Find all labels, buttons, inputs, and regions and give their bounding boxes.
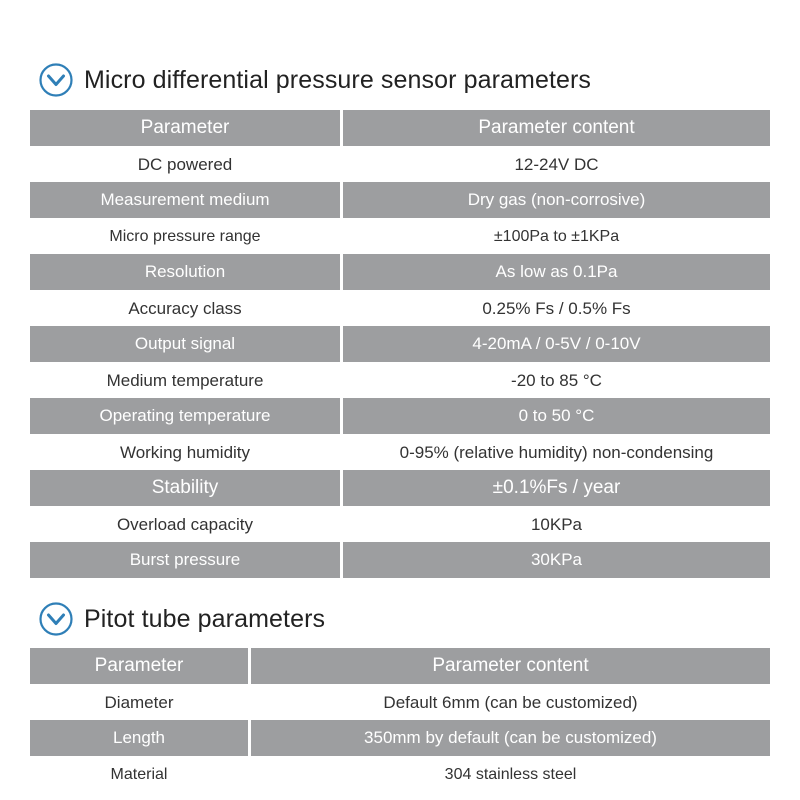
param-name: Operating temperature [30,398,340,434]
pitot-parameters-table [30,648,770,792]
param-name: Micro pressure range [30,219,340,254]
table-row [30,147,770,182]
param-value: ±0.1%Fs / year [343,470,770,506]
table-row [30,720,770,756]
table-row [30,254,770,290]
table-row [30,398,770,434]
param-name: Resolution [30,254,340,290]
param-value: ±100Pa to ±1KPa [343,219,770,254]
param-name: Working humidity [30,435,340,470]
section-title: Pitot tube parameters [84,604,326,633]
section-heading-pitot [38,601,325,637]
param-name: Medium temperature [30,363,340,398]
param-name: Material [30,757,248,792]
param-value: 30KPa [343,542,770,578]
table-row [30,542,770,578]
param-name: Measurement medium [30,182,340,218]
header-cell-parameter: Parameter [30,110,340,146]
header-cell-content: Parameter content [343,110,770,146]
param-value: 304 stainless steel [251,757,770,792]
param-value: 0 to 50 °C [343,398,770,434]
param-value: 12-24V DC [343,147,770,182]
param-name: Burst pressure [30,542,340,578]
table-header-row [30,110,770,146]
param-name: Stability [30,470,340,506]
chevron-down-circle-icon [38,62,74,98]
sensor-parameters-table [30,110,770,578]
header-cell-parameter: Parameter [30,648,248,684]
table-row [30,507,770,542]
section-heading-sensor [38,62,591,98]
table-row [30,685,770,720]
param-value: 350mm by default (can be customized) [251,720,770,756]
param-name: DC powered [30,147,340,182]
table-row [30,435,770,470]
param-value: 0-95% (relative humidity) non-condensing [343,435,770,470]
param-value: 0.25% Fs / 0.5% Fs [343,291,770,326]
table-row [30,470,770,506]
param-name: Overload capacity [30,507,340,542]
param-name: Accuracy class [30,291,340,326]
param-name: Diameter [30,685,248,720]
table-header-row [30,648,770,684]
table-row [30,757,770,792]
table-row [30,291,770,326]
param-name: Output signal [30,326,340,362]
param-value: -20 to 85 °C [343,363,770,398]
param-value: Default 6mm (can be customized) [251,685,770,720]
table-row [30,182,770,218]
section-title: Micro differential pressure sensor parameters [84,65,592,94]
param-name: Length [30,720,248,756]
param-value: As low as 0.1Pa [343,254,770,290]
table-row [30,326,770,362]
header-cell-content: Parameter content [251,648,770,684]
param-value: 10KPa [343,507,770,542]
param-value: Dry gas (non-corrosive) [343,182,770,218]
table-row [30,363,770,398]
param-value: 4-20mA / 0-5V / 0-10V [343,326,770,362]
chevron-down-circle-icon [38,601,74,637]
table-row [30,219,770,254]
